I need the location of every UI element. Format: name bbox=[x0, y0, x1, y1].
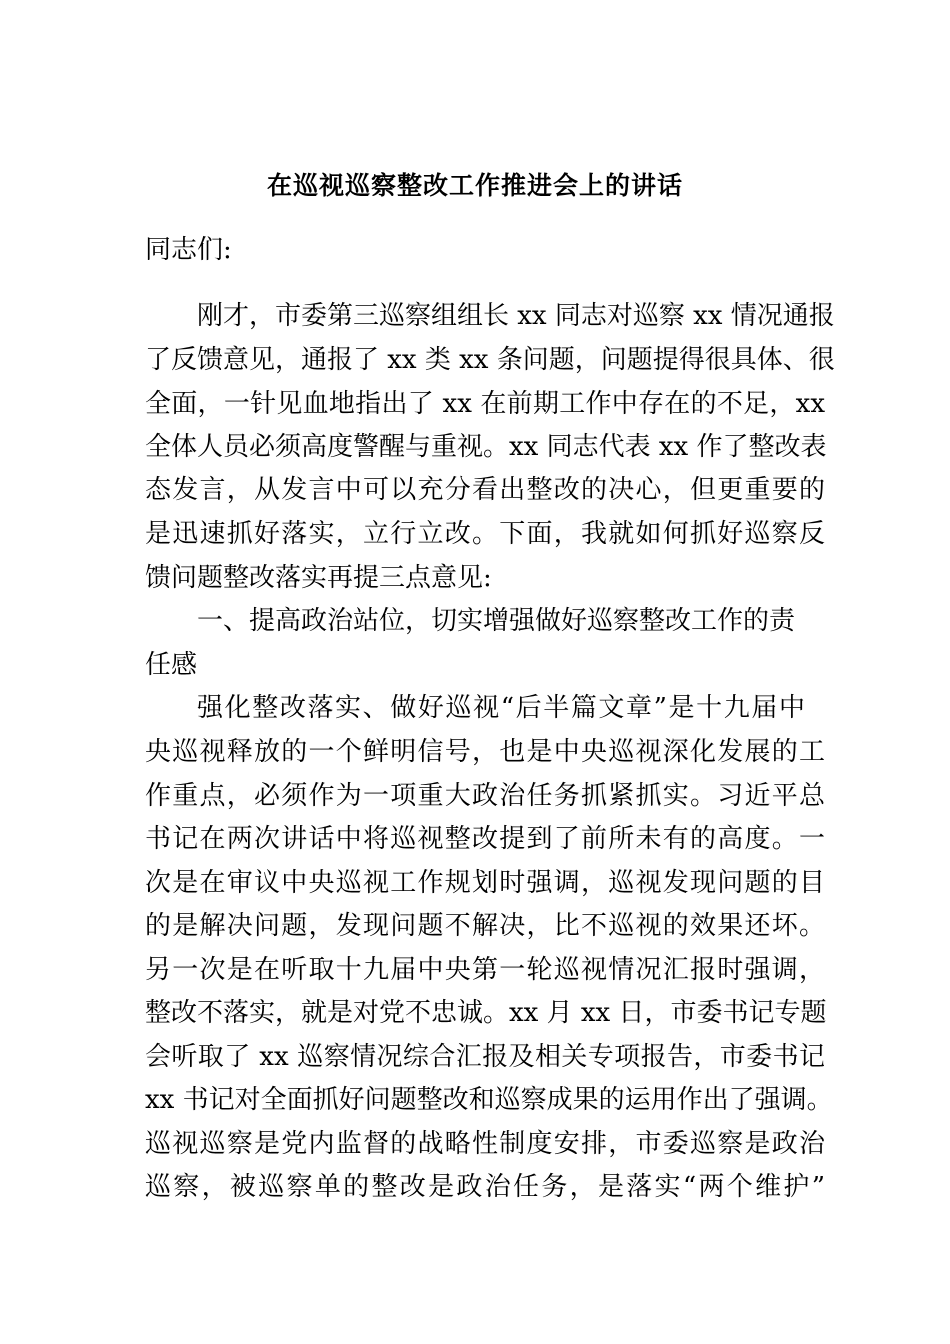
body-line: 书记在两次讲话中将巡视整改提到了前所未有的高度。一 bbox=[145, 824, 825, 854]
body-line: 次是在审议中央巡视工作规划时强调，巡视发现问题的目 bbox=[145, 868, 825, 898]
body-line: 馈问题整改落实再提三点意见: bbox=[145, 563, 492, 593]
salutation: 同志们: bbox=[145, 235, 232, 265]
body-line: xx 书记对全面抓好问题整改和巡察成果的运用作出了强调。 bbox=[145, 1085, 833, 1115]
body-line: 作重点，必须作为一项重大政治任务抓紧抓实。习近平总 bbox=[145, 781, 825, 811]
section-heading-line: 一、提高政治站位，切实增强做好巡察整改工作的责 bbox=[197, 606, 796, 636]
body-line: 另一次是在听取十九届中央第一轮巡视情况汇报时强调， bbox=[145, 955, 825, 985]
body-line: 的是解决问题，发现问题不解决，比不巡视的效果还坏。 bbox=[145, 911, 825, 941]
document-title: 在巡视巡察整改工作推进会上的讲话 bbox=[266, 171, 683, 200]
body-line: 是迅速抓好落实，立行立改。下面，我就如何抓好巡察反 bbox=[145, 519, 825, 549]
body-line: 全面，一针见血地指出了 xx 在前期工作中存在的不足，xx bbox=[145, 389, 825, 419]
body-line: 央巡视释放的一个鲜明信号，也是中央巡视深化发展的工 bbox=[145, 737, 825, 767]
body-line: 巡视巡察是党内监督的战略性制度安排，市委巡察是政治 bbox=[145, 1129, 825, 1159]
body-line: 全体人员必须高度警醒与重视。xx 同志代表 xx 作了整改表 bbox=[145, 432, 827, 462]
section-heading-line: 任感 bbox=[145, 650, 198, 680]
body-line: 刚才，市委第三巡察组组长 xx 同志对巡察 xx 情况通报 bbox=[197, 301, 835, 331]
body-line: 会听取了 xx 巡察情况综合汇报及相关专项报告，市委书记 bbox=[145, 1042, 825, 1072]
body-line: 了反馈意见，通报了 xx 类 xx 条问题，问题提得很具体、很 bbox=[145, 345, 835, 375]
body-line: 态发言，从发言中可以充分看出整改的决心，但更重要的 bbox=[145, 475, 825, 505]
body-line: 巡察，被巡察单的整改是政治任务，是落实“两个维护” bbox=[145, 1172, 825, 1202]
body-line: 强化整改落实、做好巡视“后半篇文章”是十九届中 bbox=[197, 693, 805, 723]
body-line: 整改不落实，就是对党不忠诚。xx 月 xx 日，市委书记专题 bbox=[145, 998, 827, 1028]
